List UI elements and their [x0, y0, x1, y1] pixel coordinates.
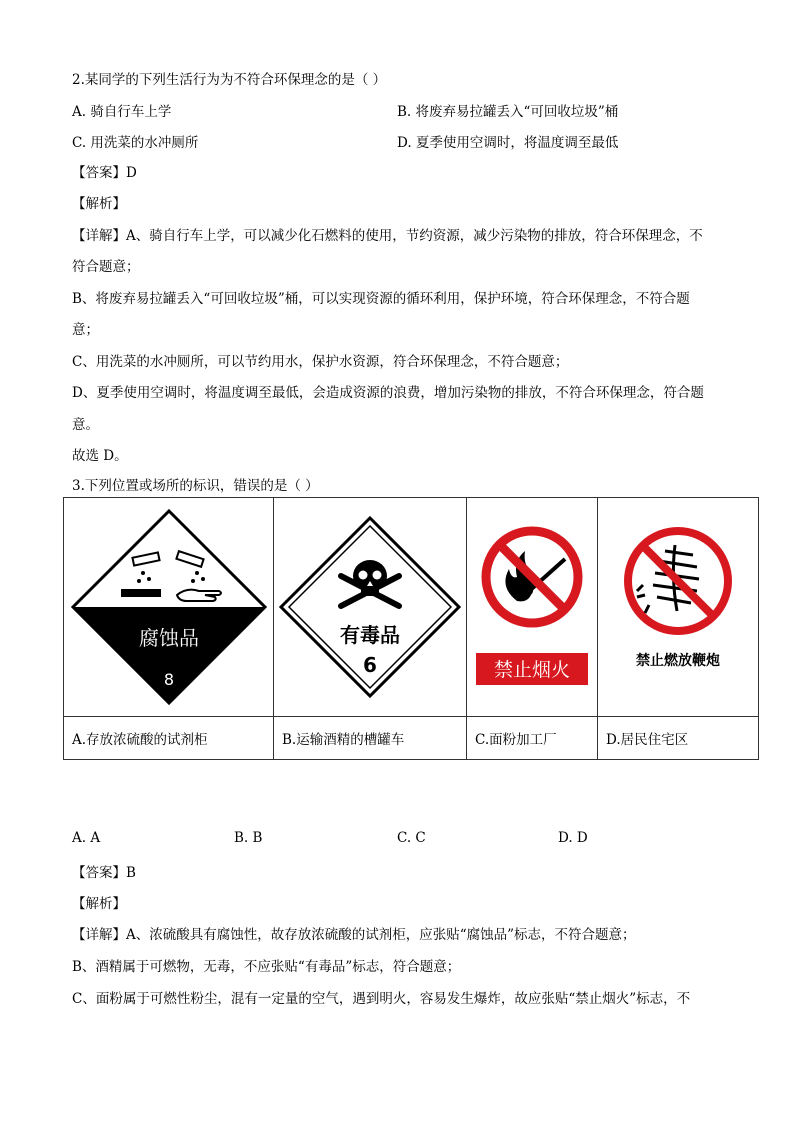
- no-firecrackers-sign-icon: [613, 525, 743, 690]
- q3-option-a: A. A: [72, 830, 101, 846]
- toxic-sign-icon: [277, 514, 463, 700]
- q3-detail-line: [72, 923, 636, 943]
- sign-cell-a: [64, 498, 274, 717]
- q3-option-c: C. C: [397, 830, 426, 846]
- sign-caption-a: A.存放浓硫酸的试剂柜: [64, 717, 274, 760]
- answer-value: B: [126, 865, 136, 881]
- q2-detail-line: C、用洗菜的水冲厕所，可以节约用水，保护水资源，符合环保理念，不符合题意；: [72, 354, 569, 370]
- q2-detail-line: [72, 224, 703, 244]
- detail-label: 【详解】: [72, 927, 126, 943]
- signs-table: [63, 497, 759, 760]
- answer-value: D: [126, 165, 137, 181]
- q2-answer: [72, 161, 137, 181]
- detail-text: A、骑自行车上学，可以减少化石燃料的使用，节约资源，减少污染物的排放，符合环保理念，不: [126, 228, 703, 244]
- answer-label: 【答案】: [72, 865, 126, 881]
- corrosive-class-number: 8: [163, 670, 174, 689]
- q2-detail-line: 符合题意；: [72, 259, 140, 275]
- sign-cell-b: [274, 498, 467, 717]
- q2-detail-line: 故选 D。: [72, 448, 128, 464]
- q3-detail-line: C、面粉属于可燃性粉尘，混有一定量的空气，遇到明火，容易发生爆炸，故应张贴“禁止烟火”标志，不: [72, 991, 691, 1007]
- q3-analysis-label: 【解析】: [72, 896, 126, 912]
- q3-option-d: D. D: [558, 830, 588, 846]
- detail-label: 【详解】: [72, 228, 126, 244]
- q2-option-d: D. 夏季使用空调时，将温度调至最低: [397, 135, 619, 151]
- no-open-flame-sign-icon: [473, 525, 591, 690]
- sign-caption-b: B.运输酒精的槽罐车: [274, 717, 467, 760]
- q2-analysis-label: 【解析】: [72, 196, 126, 212]
- question-2-stem: 2.某同学的下列生活行为为不符合环保理念的是（ ）: [72, 72, 387, 88]
- q2-option-b: B. 将废弃易拉罐丢入“可回收垃圾”桶: [397, 104, 619, 120]
- q3-option-b: B. B: [234, 830, 263, 846]
- q2-option-a: A. 骑自行车上学: [72, 104, 172, 120]
- sign-caption-d: D.居民住宅区: [598, 717, 759, 760]
- sign-cell-d: [598, 498, 759, 717]
- corrosive-label: 腐蚀品: [138, 626, 199, 650]
- q2-option-c: C. 用洗菜的水冲厕所: [72, 135, 199, 151]
- q2-detail-line: D、夏季使用空调时，将温度调至最低，会造成资源的浪费，增加污染物的排放，不符合环保理念，符合题: [72, 385, 704, 401]
- answer-label: 【答案】: [72, 165, 126, 181]
- no-open-flame-label: 禁止烟火: [493, 658, 571, 681]
- corrosive-sign-icon: [69, 507, 269, 707]
- q2-detail-line: B、将废弃易拉罐丢入“可回收垃圾”桶，可以实现资源的循环利用，保护环境，符合环保理念，不符合题: [72, 291, 690, 307]
- sign-cell-c: [467, 498, 598, 717]
- q2-detail-line: 意。: [72, 417, 99, 433]
- toxic-label: 有毒品: [340, 623, 400, 647]
- detail-text: A、浓硫酸具有腐蚀性，故存放浓硫酸的试剂柜，应张贴“腐蚀品”标志，不符合题意；: [126, 927, 636, 943]
- q3-detail-line: B、酒精属于可燃物，无毒，不应张贴“有毒品”标志，符合题意；: [72, 959, 461, 975]
- toxic-class-number: 6: [363, 653, 377, 677]
- q2-detail-line: 意；: [72, 322, 99, 338]
- q3-answer: [72, 861, 136, 881]
- question-3-stem: 3.下列位置或场所的标识，错误的是（ ）: [72, 478, 319, 494]
- no-firecrackers-label: 禁止燃放鞭炮: [636, 652, 720, 669]
- sign-caption-c: C.面粉加工厂: [467, 717, 598, 760]
